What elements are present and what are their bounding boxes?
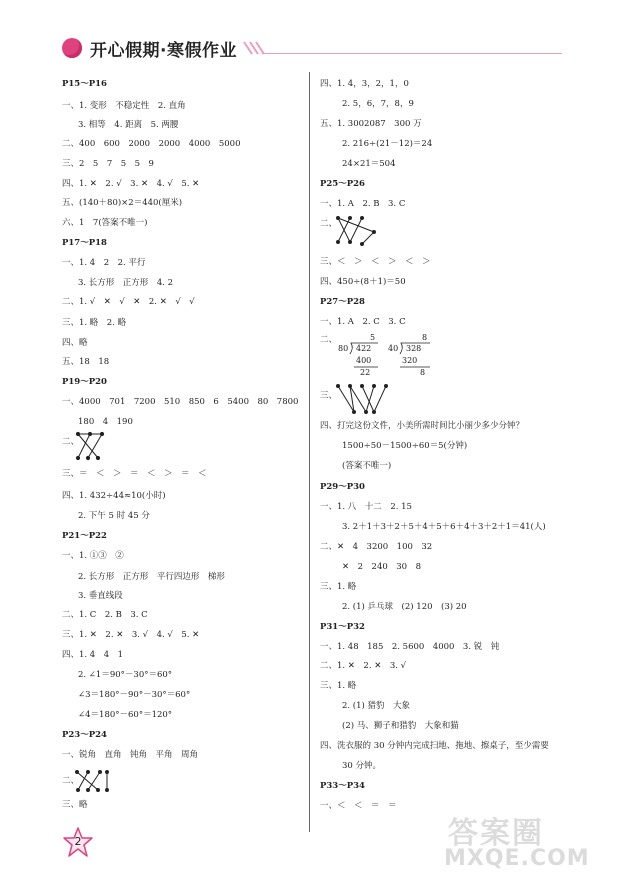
answer-line: 四、450÷(8＋1)＝50: [320, 277, 406, 287]
answer-line: 二、: [320, 219, 338, 229]
header-rule: [262, 53, 562, 54]
answer-line: 四、1. 4 4 1: [62, 650, 124, 660]
answer-line: 3. 相等 4. 距离 5. 两腰: [78, 120, 179, 130]
long-division-2: [388, 334, 444, 382]
division-dividend: 328: [406, 344, 422, 353]
answer-line: 2. (1) 猎豹 大象: [342, 701, 411, 711]
answer-line: 三、1. 略: [320, 681, 357, 691]
answer-line: 五、18 18: [62, 357, 110, 367]
answer-line: 一、1. 变形 不稳定性 2. 直角: [62, 101, 186, 111]
answer-line: 三、1. ✕ 2. ✕ 3. √ 4. √ 5. ✕: [62, 630, 200, 640]
answer-line: 2. (1) 乒乓球 (2) 120 (3) 20: [342, 602, 467, 612]
answer-line: 3. 垂直线段: [78, 591, 123, 601]
division-divisor: 80: [338, 344, 349, 353]
answer-line: 一、1. 48 185 2. 5600 4000 3. 锐 钝: [320, 642, 500, 652]
answer-line: 二、400 600 2000 2000 4000 5000: [62, 139, 241, 149]
watermark-url: MXQE.COM: [444, 846, 590, 871]
pink-circle-icon: [62, 38, 82, 58]
answer-line: 3. 2＋1＋3＋2＋5＋4＋5＋6＋4＋3＋2＋1＝41(人): [342, 522, 546, 532]
answer-line: 二、: [62, 437, 80, 447]
answer-line: 五、(140＋80)×2＝440(厘米): [62, 198, 183, 208]
answer-line: 三、略: [62, 800, 88, 810]
division-quotient: 8: [422, 333, 428, 342]
answer-line: 三、: [320, 391, 338, 401]
division-divisor: 40: [388, 344, 399, 353]
division-product: 320: [402, 356, 418, 365]
answer-line: 2. 216÷(21－12)＝24: [342, 139, 433, 149]
watermark-text: 答案圈: [448, 816, 544, 851]
answer-line: 一、1. ①③ ②: [62, 551, 124, 561]
answer-line: 30 分钟。: [342, 761, 382, 771]
division-quotient: 5: [370, 333, 376, 342]
answer-line: 二、: [62, 776, 80, 786]
answer-line: 三、＝ ＜ ＞ ＝ ＜ ＞ ＝ ＜: [62, 469, 207, 479]
answer-line: 二、✕ 4 3200 100 32: [320, 542, 433, 552]
answer-line: (2) 马、狮子和猎豹 大象和猫: [342, 721, 459, 731]
section-heading: P17～P18: [62, 238, 107, 248]
answer-line: 四、洗衣服的 30 分钟内完成扫地、拖地、擦桌子，至少需要: [320, 741, 549, 751]
section-heading: P27～P28: [320, 297, 365, 307]
answer-line: 三、＜ ＞ ＜ ＞ ＜ ＞: [320, 257, 431, 267]
section-heading: P29～P30: [320, 482, 365, 492]
answer-line: 四、1. ✕ 2. √ 3. ✕ 4. √ 5. ✕: [62, 179, 200, 189]
watermark: [440, 808, 610, 874]
matching-lines-diagram: [334, 214, 380, 248]
answer-line: ∠4＝180°－60°＝120°: [78, 710, 173, 720]
answer-line: 三、1. 略: [320, 582, 357, 592]
answer-line: 一、锐角 直角 钝角 平角 周角: [62, 750, 199, 760]
answer-line: ✕ 2 240 30 8: [342, 562, 421, 572]
page-number: 2: [74, 835, 82, 848]
division-dividend: 422: [356, 344, 372, 353]
division-remainder: 22: [360, 368, 371, 377]
matching-lines-diagram: [74, 430, 110, 462]
page-title: 开心假期·寒假作业: [90, 40, 237, 61]
matching-lines-diagram: [74, 768, 110, 794]
answer-line: 24×21＝504: [342, 159, 396, 169]
section-heading: P19～P20: [62, 377, 107, 387]
division-bracket: [388, 334, 444, 382]
answer-line: 六、1 7(答案不唯一): [62, 218, 148, 228]
answer-line: 四、打完这份文件，小美所需时间比小丽少多少分钟？: [320, 421, 525, 431]
answer-line: 二、1. ✕ 2. ✕ 3. √: [320, 661, 407, 671]
answer-line: 一、1. 4 2 2. 平行: [62, 258, 146, 268]
page-header: [62, 36, 237, 60]
answer-line: 180 4 190: [78, 417, 133, 427]
answer-line: 五、1. 3002087 300 万: [320, 119, 422, 129]
section-heading: P33～P34: [320, 781, 365, 791]
answer-line: 1500÷50－1500÷60＝5(分钟): [342, 441, 468, 451]
answer-line: (答案不唯一): [342, 461, 392, 471]
section-heading: P25～P26: [320, 179, 365, 189]
page-number-badge: [62, 826, 94, 858]
answer-line: 三、2 5 7 5 5 9: [62, 159, 154, 169]
answer-line: 二、: [320, 335, 338, 345]
answer-line: 3. 长方形 正方形 4. 2: [78, 278, 174, 288]
answer-line: 2. 长方形 正方形 平行四边形 梯形: [78, 572, 225, 582]
section-heading: P21～P22: [62, 531, 107, 541]
answer-line: 一、1. A 2. C 3. C: [320, 317, 406, 327]
answer-line: 一、1. 八 十二 2. 15: [320, 502, 412, 512]
answer-line: 二、1. C 2. B 3. C: [62, 610, 148, 620]
long-division-1: [338, 334, 390, 382]
answer-line: ∠3＝180°－90°－30°＝60°: [78, 690, 191, 700]
answer-line: 2. 下午 5 时 45 分: [78, 511, 150, 521]
answer-line: 四、1. 432÷44≈10(小时): [62, 491, 166, 501]
answer-line: 四、1. 4，3，2，1，0: [320, 79, 409, 89]
answer-line: 一、1. A 2. B 3. C: [320, 199, 406, 209]
section-heading: P15～P16: [62, 79, 107, 89]
answer-line: 一、4000 701 7200 510 850 6 5400 80 7800: [62, 397, 299, 407]
division-bracket: [338, 334, 390, 382]
answer-line: 一、＜ ＜ ＝ ＝: [320, 801, 397, 811]
answer-line: 2. ∠1＝90°－30°＝60°: [78, 670, 173, 680]
column-divider: [309, 72, 310, 832]
division-remainder: 8: [420, 368, 426, 377]
matching-lines-diagram: [334, 382, 390, 416]
answer-line: 二、1. √ ✕ √ ✕ 2. ✕ √ √: [62, 297, 195, 307]
section-heading: P23～P24: [62, 730, 107, 740]
answer-line: 四、略: [62, 338, 88, 348]
section-heading: P31～P32: [320, 622, 365, 632]
answer-line: 2. 5，6，7，8，9: [342, 99, 414, 109]
answer-line: 三、1. 略 2. 略: [62, 318, 127, 328]
division-product: 400: [356, 356, 372, 365]
